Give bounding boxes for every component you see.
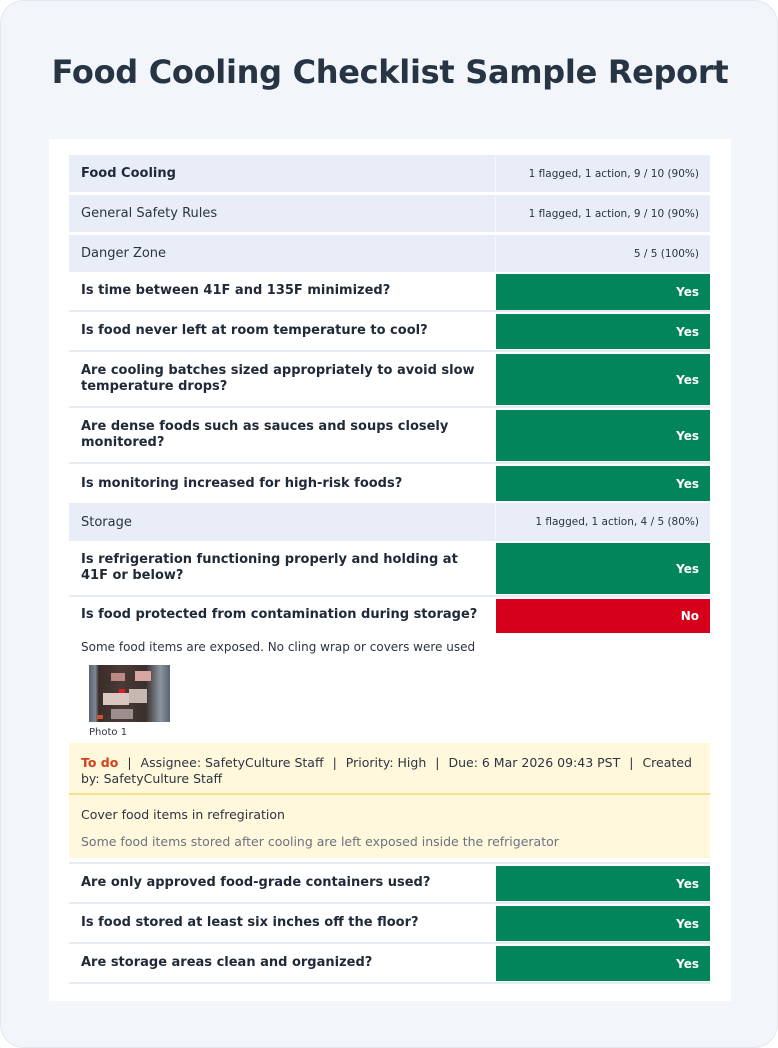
answer-badge-yes: Yes	[496, 946, 710, 981]
action-description: Some food items stored after cooling are left exposed inside the refrigerator	[81, 834, 559, 849]
question-row	[69, 352, 710, 408]
photo-caption: Photo 1	[89, 727, 128, 738]
answer-badge-yes: Yes	[496, 410, 710, 461]
action-header	[69, 743, 710, 795]
section-food-cooling	[69, 155, 710, 192]
action-priority: Priority: High	[345, 755, 427, 770]
section-label: General Safety Rules	[69, 195, 496, 232]
section-score: 1 flagged, 1 action, 9 / 10 (90%)	[528, 167, 699, 180]
section-storage	[69, 503, 710, 541]
section-general-safety-rules	[69, 195, 710, 232]
answer-badge-yes: Yes	[496, 906, 710, 941]
checklist-table	[69, 155, 710, 984]
question-text: Are dense foods such as sauces and soups closely monitored?	[81, 419, 449, 450]
section-score: 1 flagged, 1 action, 9 / 10 (90%)	[528, 207, 699, 220]
question-text: Is food protected from contamination during storage?	[81, 607, 478, 622]
question-row	[69, 944, 710, 984]
question-text: Is food stored at least six inches off the floor?	[81, 915, 419, 930]
section-label: Storage	[69, 503, 496, 541]
answer-badge-yes: Yes	[496, 314, 710, 349]
question-text: Is time between 41F and 135F minimized?	[81, 283, 391, 298]
question-text: Is monitoring increased for high-risk foods?	[81, 475, 403, 491]
action-assignee: Assignee: SafetyCulture Staff	[140, 755, 324, 770]
action-item[interactable]	[69, 743, 710, 858]
answer-badge-yes: Yes	[496, 466, 710, 501]
question-row	[69, 864, 710, 904]
action-title: Cover food items in refregiration	[81, 807, 285, 822]
section-danger-zone	[69, 235, 710, 272]
question-row-flagged	[69, 597, 710, 633]
separator: |	[435, 755, 440, 770]
action-status: To do	[81, 755, 119, 770]
answer-badge-no: No	[496, 599, 710, 633]
photo-attachment[interactable]	[69, 657, 710, 743]
question-text: Are cooling batches sized appropriately to avoid slow temperature drops?	[81, 363, 475, 394]
question-row	[69, 408, 710, 464]
page-title: Food Cooling Checklist Sample Report	[51, 53, 729, 91]
question-text: Are storage areas clean and organized?	[81, 955, 373, 970]
answer-badge-yes: Yes	[496, 274, 710, 310]
question-text: Are only approved food-grade containers used?	[81, 875, 431, 890]
separator: |	[629, 755, 634, 770]
section-score: 1 flagged, 1 action, 4 / 5 (80%)	[535, 516, 699, 528]
answer-badge-yes: Yes	[496, 866, 710, 901]
flagged-note: Some food items are exposed. No cling wrap or covers were used	[81, 640, 476, 654]
question-row	[69, 464, 710, 503]
action-due: Due: 6 Mar 2026 09:43 PST	[448, 755, 621, 770]
separator: |	[332, 755, 337, 770]
section-label: Danger Zone	[69, 235, 496, 272]
question-row	[69, 904, 710, 944]
section-label: Food Cooling	[69, 155, 496, 192]
question-row	[69, 272, 710, 312]
separator: |	[127, 755, 132, 770]
action-created-by: Created by: SafetyCulture Staff	[81, 755, 692, 786]
answer-badge-yes: Yes	[496, 354, 710, 405]
section-score: 5 / 5 (100%)	[633, 247, 699, 260]
answer-badge-yes: Yes	[496, 543, 710, 594]
question-text: Is food never left at room temperature to cool?	[81, 323, 428, 338]
question-row	[69, 312, 710, 352]
question-text: Is refrigeration functioning properly and holding at 41F or below?	[81, 552, 458, 583]
question-row	[69, 541, 710, 597]
photo-thumbnail[interactable]	[89, 665, 170, 722]
report-card	[49, 139, 731, 1001]
